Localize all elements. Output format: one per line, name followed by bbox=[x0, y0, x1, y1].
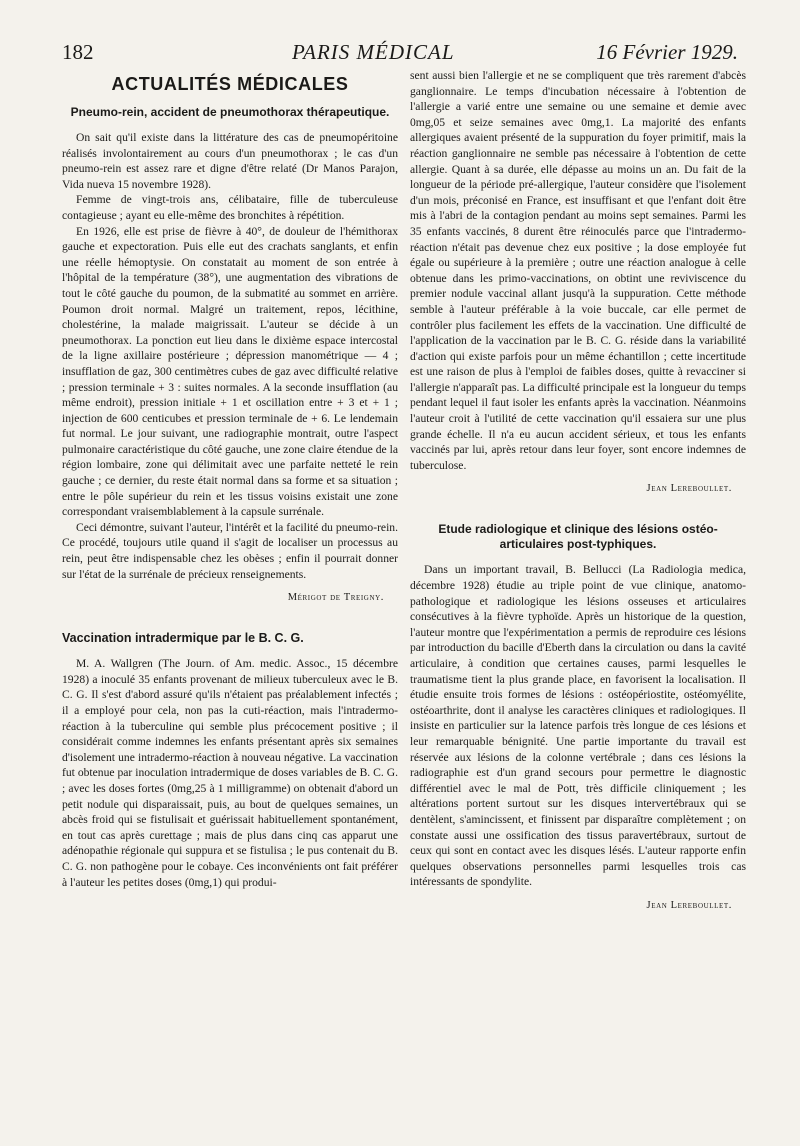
article-title-osteo-articulaires: Etude radiologique et clinique des lésions ostéo-articulaires post-typhiques. bbox=[438, 522, 718, 552]
journal-title: PARIS MÉDICAL bbox=[292, 40, 455, 64]
paragraph: Dans un important travail, B. Bellucci (La Radiologia medica, décembre 1928) étudie au triple point de vue clinique, anatomo-pathologique et radiologique les lésions osseuses et articulaires consécutives à la fièvre typhoïde. Après un historique de la question, l'auteur montre que l'expérimentation a permis de reproduire ces lésions par introduction du bacille d'Eberth dans la circulation ou dans la cavité articulaire, à condition que certaines causes, parmi lesquelles le traumatisme tient la plus grande place, en favorisent la localisation. Il étudie ensuite trois formes de lésions : ostéopériostite, ostéomyélite, ostéoarthrite, dont il analyse les caractères cliniques et radiologiques. Il insiste en particulier sur la latence parfois très longue de ces lésions et leur remarquable bénignité. Une partie importante du travail est réservée aux lésions de la colonne vertébrale ; dans ces lésions la radiographie est d'un grand secours pour permettre le diagnostic différentiel avec le mal de Pott, très difficile cliniquement ; les altérations portent surtout sur les disques intervertébraux qui se dentèlent, s'amincissent, et finissent par disparaître complètement ; on constate aussi une ossification des tissus paravertébraux, surtout de ceux qui sont en contact avec les disques lésés. L'auteur rapporte enfin quelques observations personnelles parmi lesquelles trois cas intéressants de spondylite. bbox=[410, 563, 746, 889]
article-title-pneumo-rein: Pneumo-rein, accident de pneumothorax thérapeutique. bbox=[70, 105, 390, 119]
paragraph: Ceci démontre, suivant l'auteur, l'intérêt et la facilité du pneumo-rein. Ce procédé, toujours utile quand il s'agit de localiser un processus au rein, peut être indispensable chez les obèses ; enfin il pourrait donner sur l'état de la surrénale de précieux renseignements. bbox=[62, 520, 398, 581]
issue-date: 16 Février 1929. bbox=[596, 40, 738, 64]
page-number: 182 bbox=[62, 40, 94, 64]
article-title-vaccination: Vaccination intradermique par le B. C. G. bbox=[62, 631, 304, 646]
section-title: ACTUALITÉS MÉDICALES bbox=[111, 74, 349, 94]
author-signature: Jean Lereboullet. bbox=[646, 483, 732, 495]
paragraph: En 1926, elle est prise de fièvre à 40°, de douleur de l'hémithorax gauche et expectoration. Puis elle eut des crachats sanglants, et enfin une réelle hémoptysie. On constatait au moment de son entrée à l'hôpital de la température (38°), une augmentation des vibrations de tout le côté gauche du poumon, de la submatité au sommet en arrière. Poumon droit normal. Malgré un traitement, repos, lécithine, cholestérine, la malade maigrissait. L'auteur se décide à un pneumothorax. La ponction eut lieu dans le dixième espace intercostal de la ligne axillaire postérieure ; dépression manométrique — 4 ; insufflation de gaz, 300 centimètres cubes de gaz avec difficulté relative ; pression terminale + 3 : suites normales. A la seconde insufflation (au même endroit), pression initiale + 1 et oscillation entre + 3 et + 1 ; injection de 600 centicubes et pression terminale de + 6. Le lendemain fut normal. Le jour suivant, une radiographie montrait, outre l'aspect pulmonaire caractéristique du côté gauche, une zone claire étendue de la région lombaire, zone qui délimitait avec une parfaite netteté le rein gauche ; ce dernier, du reste était normal dans sa forme et sa situation ; entre le pôle supérieur du rein et les tissus voisins existait une zone correspondant vraisemblablement à la capsule surrénale. bbox=[62, 224, 398, 519]
right-column bbox=[410, 68, 746, 911]
paragraph: sent aussi bien l'allergie et ne se compliquent que très rarement d'abcès ganglionnaire. Le temps d'incubation nécessaire à l'obtention de l'allergie a varié entre une semaine ou une semaine et demie avec 0mg,05 et seize semaines avec 0mg,1. La majorité des enfants allergiques avaient présenté de la suppuration du foyer primitif, mais la réaction ganglionnaire ne semble pas nécessaire à l'obtention de cette allergie. Quant à sa durée, elle dépasse au moins un an. Du fait de la longueur de la période pré-allergique, l'auteur considère que l'isolement d'un mois, préconisé en France, est insuffisant et que l'enfant doit être mis à l'abri de la contagion pendant au moins sept semaines. Parmi les 35 enfants vaccinés, 8 durent être réinoculés parce que l'intradermo-réaction n'était pas devenue chez eux positive ; la dose employée fut égale ou supérieure à la première ; outre une réaction analogue à celle obtenue dans les primo-vaccinations, on obtint une reviviscence du premier nodule vaccinal allant jusqu'à la suppuration. Cette méthode semble à l'auteur préférable à la voie buccale, car elle permet de contrôler plus facilement les effets de la vaccination. Une difficulté de l'application de la vaccination par le B. C. G. réside dans la variabilité d'action qui existe parfois pour un même échantillon ; cette incertitude est une raison de plus à l'emploi de faibles doses, quitte à revacciner si l'allergie n'apparaît pas. La difficulté principale est la longueur du temps pendant lequel il faut isoler les enfants après la vaccination. Néanmoins l'auteur croit à l'utilité de cette vaccination qu'il essaiera sur une plus grande échelle. Il n'a eu aucun accident sérieux, et tous les enfants vaccinés par lui, après retour dans leur foyer, sont encore indemnes de tuberculose. bbox=[410, 69, 746, 472]
author-signature: Mérigot de Treigny. bbox=[287, 592, 384, 604]
paragraph: M. A. Wallgren (The Journ. of Am. medic. Assoc., 15 décembre 1928) a inoculé 35 enfants provenant de milieux tuberculeux avec le B. C. G. Il s'est d'abord assuré qu'ils n'étaient pas préalablement infectés ; il a employé pour cela, non pas la cuti-réaction, mais l'intradermo-réaction à la tuberculine qui semble plus précocement positive ; il considérait comme indemnes les enfants présentant après six semaines d'isolement une intradermo-réaction à nouveau négative. La vaccination fut obtenue par inoculation intradermique de doses variables de B. C. G. ; avec les doses fortes (0mg,25 à 1 milligramme) on obtenait d'abord un petit nodule qui disparaissait, puis, au bout de quelques semaines, un abcès froid qui se fistulisait et guérissait habituellement spontanément, en tout cas après curettage ; mais de plus dans cinq cas apparut une adénopathie régionale qui suppura et se fistulisa ; le pus contenait du B. C. G. non pathogène pour le cobaye. Ces inconvénients ont fait préférer à l'auteur les petites doses (0mg,1) qui produi- bbox=[62, 657, 398, 889]
paragraph: Femme de vingt-trois ans, célibataire, fille de tuberculeuse contagieuse ; ayant eu elle-même des bronchites à répétition. bbox=[62, 193, 398, 222]
paragraph: On sait qu'il existe dans la littérature des cas de pneumopéritoine réalisés involontairement au cours d'un pneumothorax ; le cas d'un pneumo-rein est assez rare et digne d'être relaté (Dr Manos Parajon, Vida nueva 15 novembre 1928). bbox=[62, 131, 398, 191]
left-column bbox=[62, 68, 398, 890]
author-signature: Jean Lereboullet. bbox=[646, 899, 732, 911]
